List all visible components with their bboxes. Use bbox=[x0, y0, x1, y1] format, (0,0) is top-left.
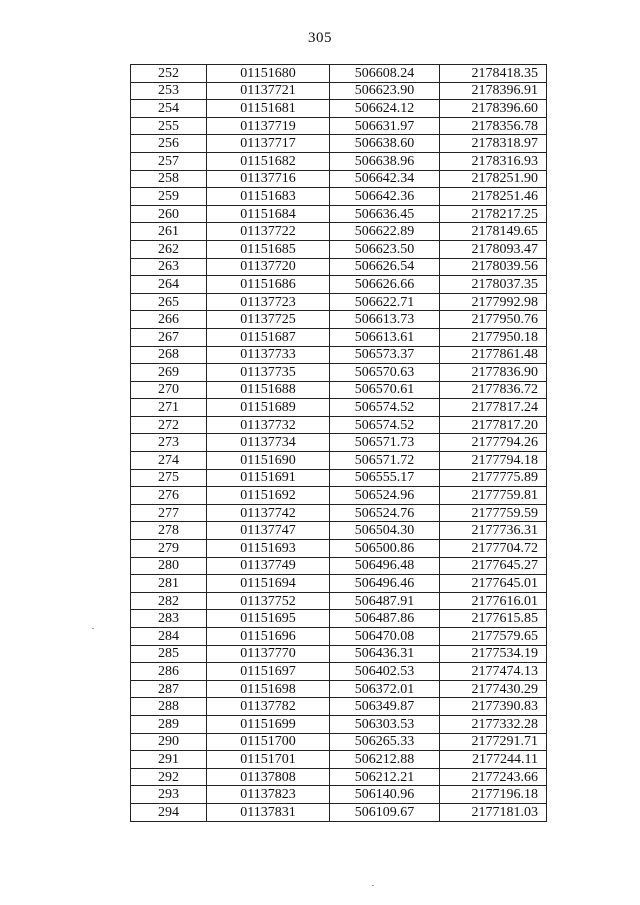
x-coordinate-cell: 506140.96 bbox=[330, 786, 440, 804]
y-coordinate-cell: 2177950.18 bbox=[440, 328, 547, 346]
table-row bbox=[131, 680, 547, 698]
point-code-cell: 01137735 bbox=[207, 364, 330, 382]
x-coordinate-cell: 506570.63 bbox=[330, 364, 440, 382]
point-code-cell: 01137734 bbox=[207, 434, 330, 452]
row-index-cell: 276 bbox=[131, 487, 207, 505]
row-index-cell: 289 bbox=[131, 715, 207, 733]
row-index-cell: 254 bbox=[131, 100, 207, 118]
point-code-cell: 01137733 bbox=[207, 346, 330, 364]
y-coordinate-cell: 2178149.65 bbox=[440, 223, 547, 241]
row-index-cell: 272 bbox=[131, 416, 207, 434]
table-row bbox=[131, 117, 547, 135]
table-row bbox=[131, 381, 547, 399]
row-index-cell: 253 bbox=[131, 82, 207, 100]
x-coordinate-cell: 506265.33 bbox=[330, 733, 440, 751]
x-coordinate-cell: 506436.31 bbox=[330, 645, 440, 663]
x-coordinate-cell: 506109.67 bbox=[330, 803, 440, 821]
table-row bbox=[131, 188, 547, 206]
x-coordinate-cell: 506642.36 bbox=[330, 188, 440, 206]
point-code-cell: 01151682 bbox=[207, 152, 330, 170]
x-coordinate-cell: 506555.17 bbox=[330, 469, 440, 487]
row-index-cell: 265 bbox=[131, 293, 207, 311]
x-coordinate-cell: 506487.86 bbox=[330, 610, 440, 628]
row-index-cell: 286 bbox=[131, 663, 207, 681]
point-code-cell: 01137747 bbox=[207, 522, 330, 540]
point-code-cell: 01137752 bbox=[207, 592, 330, 610]
y-coordinate-cell: 2177430.29 bbox=[440, 680, 547, 698]
y-coordinate-cell: 2178316.93 bbox=[440, 152, 547, 170]
y-coordinate-cell: 2177794.18 bbox=[440, 452, 547, 470]
x-coordinate-cell: 506626.54 bbox=[330, 258, 440, 276]
point-code-cell: 01151700 bbox=[207, 733, 330, 751]
row-index-cell: 271 bbox=[131, 399, 207, 417]
page-number: 305 bbox=[308, 30, 332, 46]
x-coordinate-cell: 506574.52 bbox=[330, 416, 440, 434]
y-coordinate-cell: 2177817.20 bbox=[440, 416, 547, 434]
point-code-cell: 01151697 bbox=[207, 663, 330, 681]
point-code-cell: 01137770 bbox=[207, 645, 330, 663]
x-coordinate-cell: 506622.71 bbox=[330, 293, 440, 311]
table-row bbox=[131, 698, 547, 716]
table-row bbox=[131, 715, 547, 733]
x-coordinate-cell: 506574.52 bbox=[330, 399, 440, 417]
row-index-cell: 258 bbox=[131, 170, 207, 188]
x-coordinate-cell: 506623.90 bbox=[330, 82, 440, 100]
y-coordinate-cell: 2177645.27 bbox=[440, 557, 547, 575]
x-coordinate-cell: 506372.01 bbox=[330, 680, 440, 698]
row-index-cell: 259 bbox=[131, 188, 207, 206]
table-row bbox=[131, 311, 547, 329]
point-code-cell: 01137721 bbox=[207, 82, 330, 100]
point-code-cell: 01151683 bbox=[207, 188, 330, 206]
x-coordinate-cell: 506638.60 bbox=[330, 135, 440, 153]
point-code-cell: 01151689 bbox=[207, 399, 330, 417]
x-coordinate-cell: 506613.61 bbox=[330, 328, 440, 346]
y-coordinate-cell: 2178318.97 bbox=[440, 135, 547, 153]
row-index-cell: 279 bbox=[131, 540, 207, 558]
table-row bbox=[131, 65, 547, 83]
point-code-cell: 01137725 bbox=[207, 311, 330, 329]
y-coordinate-cell: 2177474.13 bbox=[440, 663, 547, 681]
table-row bbox=[131, 628, 547, 646]
y-coordinate-cell: 2178418.35 bbox=[440, 65, 547, 83]
x-coordinate-cell: 506349.87 bbox=[330, 698, 440, 716]
scan-speck bbox=[372, 885, 374, 886]
row-index-cell: 257 bbox=[131, 152, 207, 170]
y-coordinate-cell: 2177836.90 bbox=[440, 364, 547, 382]
coordinates-table-body bbox=[131, 65, 547, 822]
y-coordinate-cell: 2178251.90 bbox=[440, 170, 547, 188]
table-row bbox=[131, 152, 547, 170]
table-row bbox=[131, 82, 547, 100]
table-row bbox=[131, 469, 547, 487]
x-coordinate-cell: 506524.76 bbox=[330, 504, 440, 522]
row-index-cell: 292 bbox=[131, 768, 207, 786]
table-row bbox=[131, 768, 547, 786]
y-coordinate-cell: 2178037.35 bbox=[440, 276, 547, 294]
table-row bbox=[131, 258, 547, 276]
point-code-cell: 01137732 bbox=[207, 416, 330, 434]
table-row bbox=[131, 170, 547, 188]
point-code-cell: 01137722 bbox=[207, 223, 330, 241]
table-row bbox=[131, 135, 547, 153]
row-index-cell: 268 bbox=[131, 346, 207, 364]
y-coordinate-cell: 2178356.78 bbox=[440, 117, 547, 135]
row-index-cell: 285 bbox=[131, 645, 207, 663]
x-coordinate-cell: 506500.86 bbox=[330, 540, 440, 558]
row-index-cell: 278 bbox=[131, 522, 207, 540]
x-coordinate-cell: 506573.37 bbox=[330, 346, 440, 364]
y-coordinate-cell: 2177992.98 bbox=[440, 293, 547, 311]
x-coordinate-cell: 506524.96 bbox=[330, 487, 440, 505]
x-coordinate-cell: 506626.66 bbox=[330, 276, 440, 294]
row-index-cell: 273 bbox=[131, 434, 207, 452]
y-coordinate-cell: 2177615.85 bbox=[440, 610, 547, 628]
y-coordinate-cell: 2177759.59 bbox=[440, 504, 547, 522]
point-code-cell: 01137749 bbox=[207, 557, 330, 575]
x-coordinate-cell: 506496.46 bbox=[330, 575, 440, 593]
point-code-cell: 01137716 bbox=[207, 170, 330, 188]
row-index-cell: 267 bbox=[131, 328, 207, 346]
row-index-cell: 255 bbox=[131, 117, 207, 135]
y-coordinate-cell: 2177196.18 bbox=[440, 786, 547, 804]
scan-speck bbox=[92, 628, 94, 629]
x-coordinate-cell: 506623.50 bbox=[330, 240, 440, 258]
y-coordinate-cell: 2177534.19 bbox=[440, 645, 547, 663]
point-code-cell: 01151688 bbox=[207, 381, 330, 399]
y-coordinate-cell: 2177736.31 bbox=[440, 522, 547, 540]
x-coordinate-cell: 506642.34 bbox=[330, 170, 440, 188]
y-coordinate-cell: 2178039.56 bbox=[440, 258, 547, 276]
row-index-cell: 264 bbox=[131, 276, 207, 294]
point-code-cell: 01137823 bbox=[207, 786, 330, 804]
point-code-cell: 01151692 bbox=[207, 487, 330, 505]
coordinates-table bbox=[130, 64, 547, 822]
row-index-cell: 275 bbox=[131, 469, 207, 487]
point-code-cell: 01151695 bbox=[207, 610, 330, 628]
table-row bbox=[131, 592, 547, 610]
point-code-cell: 01151685 bbox=[207, 240, 330, 258]
point-code-cell: 01151698 bbox=[207, 680, 330, 698]
x-coordinate-cell: 506571.73 bbox=[330, 434, 440, 452]
row-index-cell: 284 bbox=[131, 628, 207, 646]
y-coordinate-cell: 2177291.71 bbox=[440, 733, 547, 751]
row-index-cell: 263 bbox=[131, 258, 207, 276]
y-coordinate-cell: 2177794.26 bbox=[440, 434, 547, 452]
table-row bbox=[131, 487, 547, 505]
y-coordinate-cell: 2178396.60 bbox=[440, 100, 547, 118]
x-coordinate-cell: 506608.24 bbox=[330, 65, 440, 83]
row-index-cell: 269 bbox=[131, 364, 207, 382]
table-row bbox=[131, 645, 547, 663]
y-coordinate-cell: 2177759.81 bbox=[440, 487, 547, 505]
x-coordinate-cell: 506402.53 bbox=[330, 663, 440, 681]
point-code-cell: 01137717 bbox=[207, 135, 330, 153]
row-index-cell: 282 bbox=[131, 592, 207, 610]
point-code-cell: 01137782 bbox=[207, 698, 330, 716]
y-coordinate-cell: 2177390.83 bbox=[440, 698, 547, 716]
y-coordinate-cell: 2177704.72 bbox=[440, 540, 547, 558]
table-row bbox=[131, 240, 547, 258]
x-coordinate-cell: 506212.88 bbox=[330, 751, 440, 769]
table-row bbox=[131, 575, 547, 593]
table-row bbox=[131, 786, 547, 804]
x-coordinate-cell: 506638.96 bbox=[330, 152, 440, 170]
point-code-cell: 01151681 bbox=[207, 100, 330, 118]
row-index-cell: 261 bbox=[131, 223, 207, 241]
row-index-cell: 280 bbox=[131, 557, 207, 575]
x-coordinate-cell: 506504.30 bbox=[330, 522, 440, 540]
point-code-cell: 01137808 bbox=[207, 768, 330, 786]
y-coordinate-cell: 2177861.48 bbox=[440, 346, 547, 364]
row-index-cell: 274 bbox=[131, 452, 207, 470]
point-code-cell: 01151686 bbox=[207, 276, 330, 294]
table-row bbox=[131, 100, 547, 118]
row-index-cell: 256 bbox=[131, 135, 207, 153]
table-row bbox=[131, 293, 547, 311]
y-coordinate-cell: 2177243.66 bbox=[440, 768, 547, 786]
table-row bbox=[131, 416, 547, 434]
point-code-cell: 01151693 bbox=[207, 540, 330, 558]
point-code-cell: 01137742 bbox=[207, 504, 330, 522]
y-coordinate-cell: 2177817.24 bbox=[440, 399, 547, 417]
x-coordinate-cell: 506624.12 bbox=[330, 100, 440, 118]
table-row bbox=[131, 803, 547, 821]
point-code-cell: 01137720 bbox=[207, 258, 330, 276]
table-row bbox=[131, 733, 547, 751]
row-index-cell: 262 bbox=[131, 240, 207, 258]
y-coordinate-cell: 2178396.91 bbox=[440, 82, 547, 100]
point-code-cell: 01151684 bbox=[207, 205, 330, 223]
point-code-cell: 01137719 bbox=[207, 117, 330, 135]
x-coordinate-cell: 506613.73 bbox=[330, 311, 440, 329]
y-coordinate-cell: 2178217.25 bbox=[440, 205, 547, 223]
table-row bbox=[131, 205, 547, 223]
table-row bbox=[131, 610, 547, 628]
x-coordinate-cell: 506571.72 bbox=[330, 452, 440, 470]
y-coordinate-cell: 2177332.28 bbox=[440, 715, 547, 733]
x-coordinate-cell: 506570.61 bbox=[330, 381, 440, 399]
point-code-cell: 01151691 bbox=[207, 469, 330, 487]
y-coordinate-cell: 2177950.76 bbox=[440, 311, 547, 329]
point-code-cell: 01151699 bbox=[207, 715, 330, 733]
row-index-cell: 293 bbox=[131, 786, 207, 804]
y-coordinate-cell: 2177579.65 bbox=[440, 628, 547, 646]
row-index-cell: 287 bbox=[131, 680, 207, 698]
table-row bbox=[131, 522, 547, 540]
point-code-cell: 01151701 bbox=[207, 751, 330, 769]
x-coordinate-cell: 506470.08 bbox=[330, 628, 440, 646]
x-coordinate-cell: 506622.89 bbox=[330, 223, 440, 241]
row-index-cell: 252 bbox=[131, 65, 207, 83]
row-index-cell: 281 bbox=[131, 575, 207, 593]
row-index-cell: 294 bbox=[131, 803, 207, 821]
point-code-cell: 01151694 bbox=[207, 575, 330, 593]
point-code-cell: 01137831 bbox=[207, 803, 330, 821]
table-row bbox=[131, 540, 547, 558]
y-coordinate-cell: 2177836.72 bbox=[440, 381, 547, 399]
point-code-cell: 01151680 bbox=[207, 65, 330, 83]
point-code-cell: 01151696 bbox=[207, 628, 330, 646]
table-row bbox=[131, 399, 547, 417]
y-coordinate-cell: 2177181.03 bbox=[440, 803, 547, 821]
x-coordinate-cell: 506303.53 bbox=[330, 715, 440, 733]
table-row bbox=[131, 452, 547, 470]
point-code-cell: 01137723 bbox=[207, 293, 330, 311]
y-coordinate-cell: 2177645.01 bbox=[440, 575, 547, 593]
table-row bbox=[131, 751, 547, 769]
table-row bbox=[131, 364, 547, 382]
x-coordinate-cell: 506636.45 bbox=[330, 205, 440, 223]
y-coordinate-cell: 2177775.89 bbox=[440, 469, 547, 487]
row-index-cell: 283 bbox=[131, 610, 207, 628]
y-coordinate-cell: 2177244.11 bbox=[440, 751, 547, 769]
table-row bbox=[131, 328, 547, 346]
x-coordinate-cell: 506487.91 bbox=[330, 592, 440, 610]
y-coordinate-cell: 2177616.01 bbox=[440, 592, 547, 610]
x-coordinate-cell: 506496.48 bbox=[330, 557, 440, 575]
point-code-cell: 01151690 bbox=[207, 452, 330, 470]
x-coordinate-cell: 506212.21 bbox=[330, 768, 440, 786]
row-index-cell: 291 bbox=[131, 751, 207, 769]
table-row bbox=[131, 663, 547, 681]
row-index-cell: 266 bbox=[131, 311, 207, 329]
y-coordinate-cell: 2178251.46 bbox=[440, 188, 547, 206]
x-coordinate-cell: 506631.97 bbox=[330, 117, 440, 135]
table-row bbox=[131, 504, 547, 522]
table-row bbox=[131, 557, 547, 575]
row-index-cell: 260 bbox=[131, 205, 207, 223]
row-index-cell: 270 bbox=[131, 381, 207, 399]
table-row bbox=[131, 346, 547, 364]
row-index-cell: 288 bbox=[131, 698, 207, 716]
table-row bbox=[131, 223, 547, 241]
row-index-cell: 277 bbox=[131, 504, 207, 522]
y-coordinate-cell: 2178093.47 bbox=[440, 240, 547, 258]
row-index-cell: 290 bbox=[131, 733, 207, 751]
point-code-cell: 01151687 bbox=[207, 328, 330, 346]
table-row bbox=[131, 434, 547, 452]
table-row bbox=[131, 276, 547, 294]
